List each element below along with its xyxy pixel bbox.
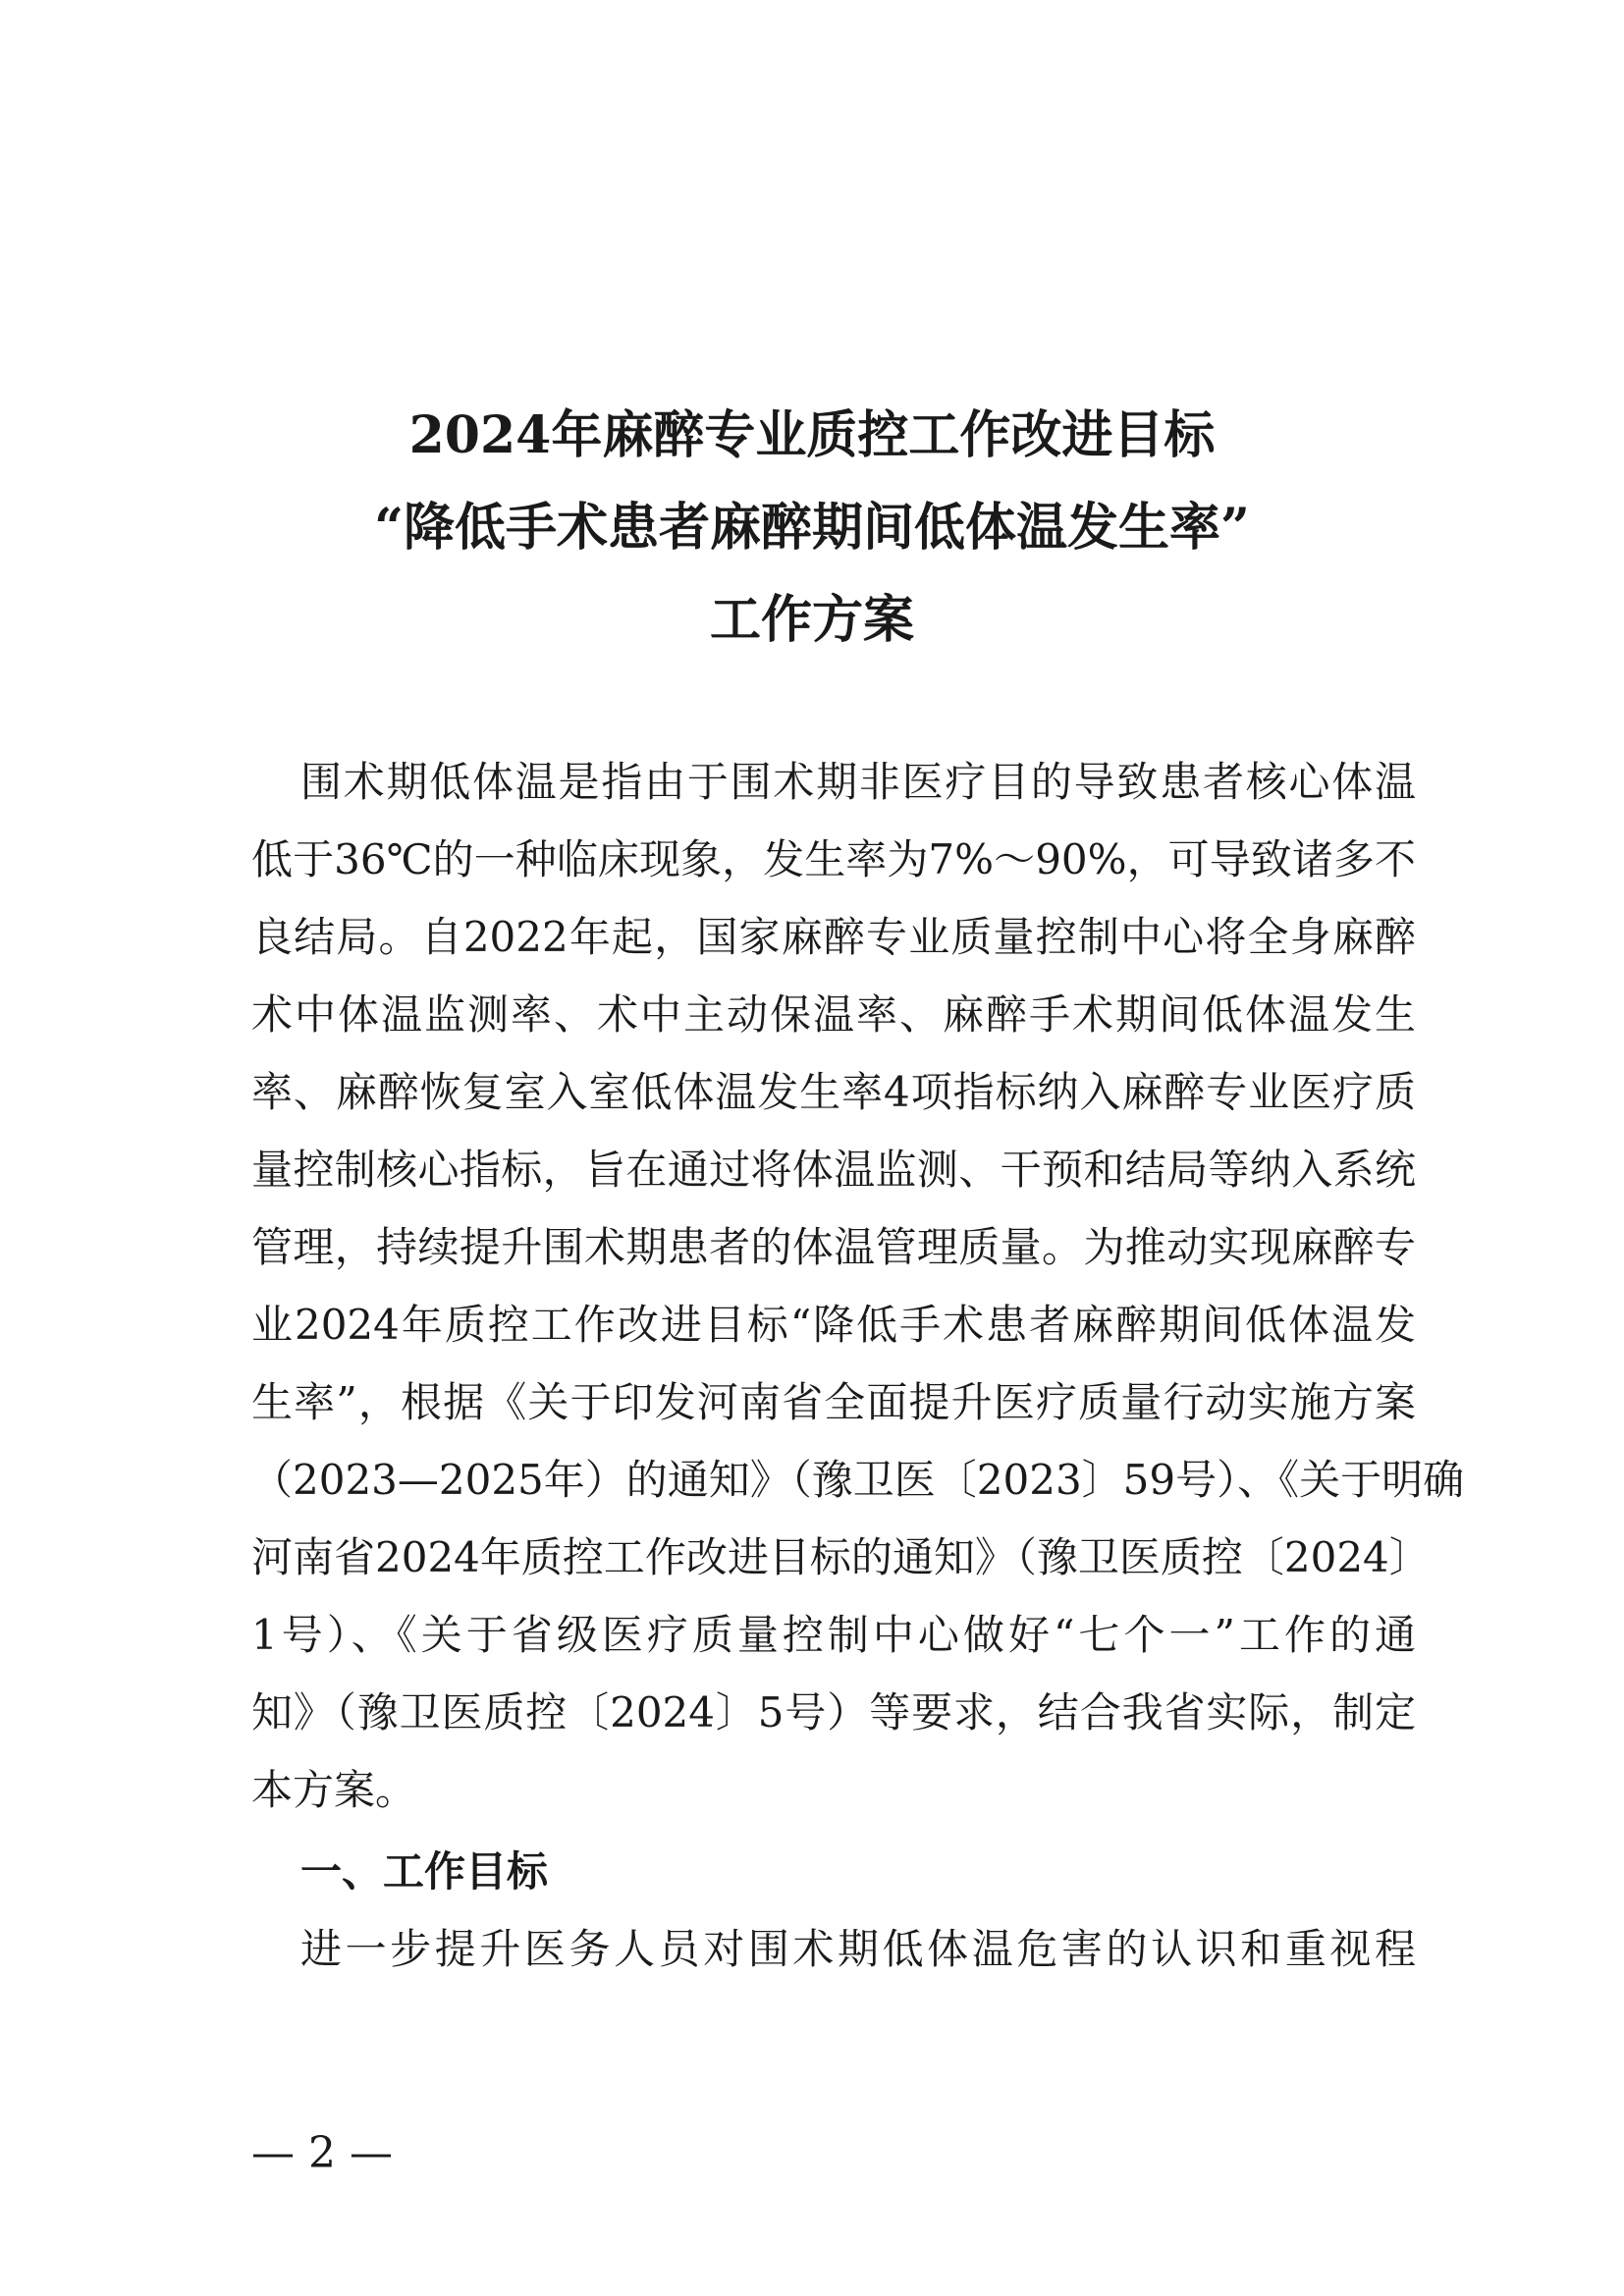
document-title-line-3: 工作方案 bbox=[709, 590, 914, 650]
intro-paragraph-line: 围术期低体温是指由于围术期非医疗目的导致患者核心体温 bbox=[300, 758, 1416, 806]
intro-paragraph-line: 管理，持续提升围术期患者的体温管理质量。为推动实现麻醉专 bbox=[251, 1223, 1416, 1271]
intro-paragraph-line: 本方案。 bbox=[251, 1766, 417, 1814]
intro-paragraph-line: 知》（豫卫医质控〔2024〕5号）等要求，结合我省实际，制定 bbox=[251, 1688, 1416, 1736]
intro-paragraph-line: 1号）、《关于省级医疗质量控制中心做好“七个一”工作的通 bbox=[251, 1611, 1416, 1659]
intro-paragraph-line: （2023—2025年）的通知》（豫卫医〔2023〕59号）、《关于明确 bbox=[251, 1456, 1465, 1504]
intro-paragraph-line: 生率”，根据《关于印发河南省全面提升医疗质量行动实施方案 bbox=[251, 1378, 1416, 1426]
document-title-line-1: 2024年麻醉专业质控工作改进目标 bbox=[408, 405, 1216, 465]
section-heading-work-goals: 一、工作目标 bbox=[300, 1847, 549, 1896]
intro-paragraph-line: 术中体温监测率、术中主动保温率、麻醉手术期间低体温发生 bbox=[251, 990, 1416, 1039]
document-title-line-2: “降低手术患者麻醉期间低体温发生率” bbox=[374, 498, 1250, 558]
page-number: — 2 — bbox=[251, 2128, 393, 2178]
intro-paragraph-line: 率、麻醉恢复室入室低体温发生率4项指标纳入麻醉专业医疗质 bbox=[251, 1068, 1416, 1116]
intro-paragraph-line: 良结局。自2022年起，国家麻醉专业质量控制中心将全身麻醉 bbox=[251, 913, 1416, 961]
intro-paragraph-line: 河南省2024年质控工作改进目标的通知》（豫卫医质控〔2024〕 bbox=[251, 1533, 1431, 1581]
intro-paragraph-line: 低于36℃的一种临床现象，发生率为7%～90%，可导致诸多不 bbox=[251, 835, 1416, 883]
intro-paragraph-line: 业2024年质控工作改进目标“降低手术患者麻醉期间低体温发 bbox=[251, 1301, 1416, 1349]
intro-paragraph-line: 量控制核心指标，旨在通过将体温监测、干预和结局等纳入系统 bbox=[251, 1146, 1416, 1194]
section-one-paragraph-line: 进一步提升医务人员对围术期低体温危害的认识和重视程 bbox=[300, 1925, 1416, 1973]
